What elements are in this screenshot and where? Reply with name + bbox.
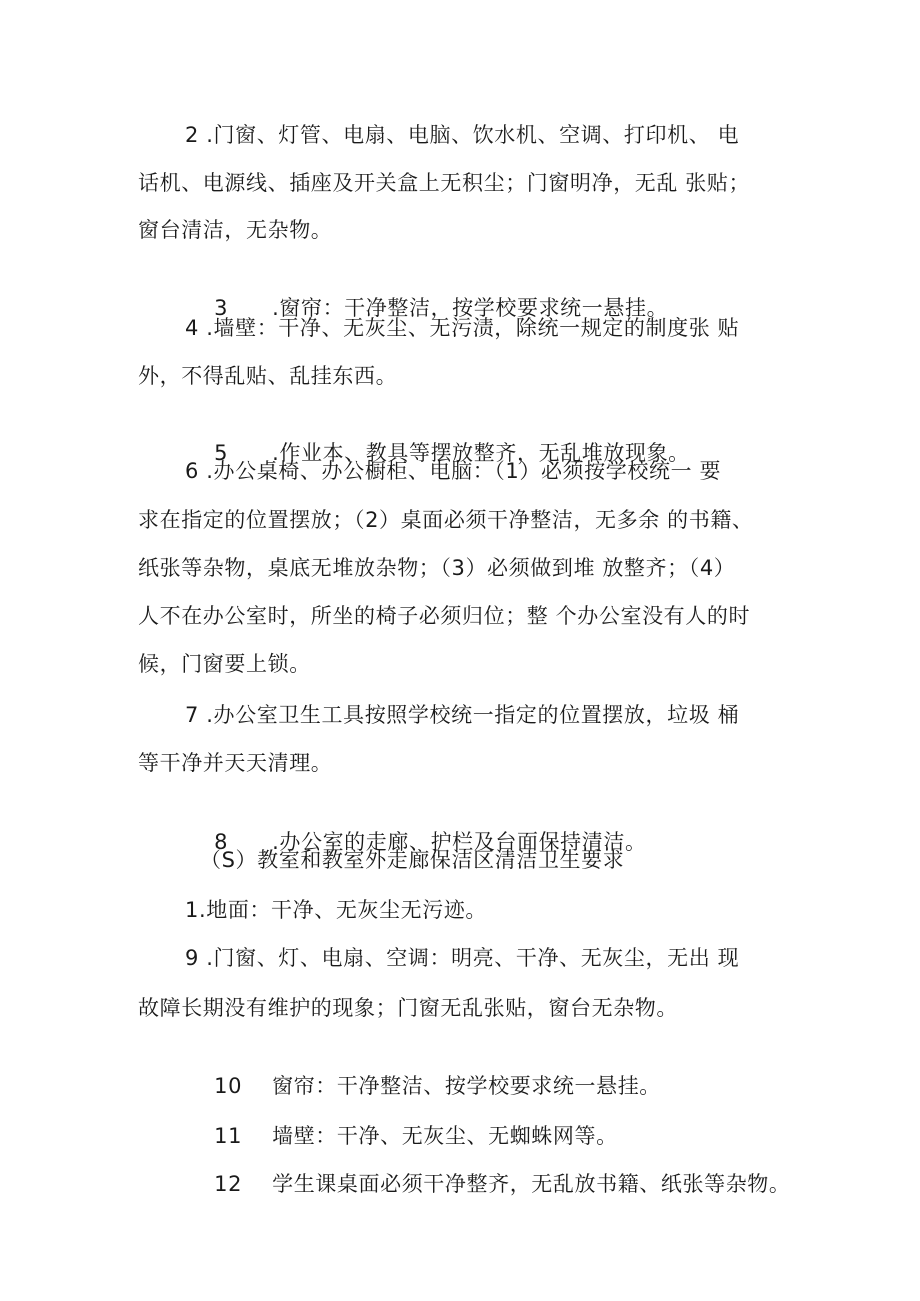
numbered-item [185, 263, 865, 320]
numbered-item [185, 1091, 865, 1148]
item-number: 5 [214, 441, 229, 465]
numbered-item [185, 797, 865, 854]
item-text: .窗帘：干净整洁，按学校要求统一悬挂。 [272, 296, 669, 320]
item-text: 窗帘：干净整洁、按学校要求统一悬挂。 [272, 1074, 661, 1098]
text-line: 2 .门窗、灯管、电扇、电脑、饮水机、空调、打印机、 电 [185, 123, 740, 147]
numbered-item [185, 1139, 865, 1196]
item-number: 12 [214, 1172, 243, 1196]
item-text: 墙壁：干净、无灰尘、无蜘蛛网等。 [272, 1124, 618, 1148]
item-number: 3 [214, 296, 229, 320]
text-line: 故障长期没有维护的现象；门窗无乱张贴，窗台无杂物。 [138, 996, 678, 1020]
text-line: 4 .墙壁：干净、无灰尘、无污渍，除统一规定的制度张 贴 [185, 316, 740, 340]
item-number: 8 [214, 830, 229, 854]
text-line: 等干净并天天清理。 [138, 751, 333, 775]
text-line: 6 .办公桌椅、办公橱柜、电脑：（1）必须按学校统一 要 [185, 459, 722, 483]
item-text: 学生课桌面必须干净整齐，无乱放书籍、纸张等杂物。 [272, 1172, 791, 1196]
section-heading: （S）教室和教室外走廊保洁区清洁卫生要求 [200, 848, 625, 872]
numbered-item [185, 1041, 865, 1098]
text-line: 求在指定的位置摆放；（2）桌面必须干净整洁，无多余 的书籍、 [138, 508, 754, 532]
text-line: 候，门窗要上锁。 [138, 652, 311, 676]
text-line: 纸张等杂物，桌底无堆放杂物；（3）必须做到堆 放整齐；（4） [138, 556, 736, 580]
item-text: .作业本、教具等摆放整齐，无乱堆放现象。 [272, 441, 690, 465]
text-line: 人不在办公室时，所坐的椅子必须归位；整 个办公室没有人的时 [138, 604, 751, 628]
text-line: 话机、电源线、插座及开关盒上无积尘；门窗明净，无乱 张贴； [138, 171, 751, 195]
numbered-item [185, 408, 865, 465]
text-line: 7 .办公室卫生工具按照学校统一指定的位置摆放，垃圾 桶 [185, 703, 740, 727]
item-number: 10 [214, 1074, 243, 1098]
text-line: 1.地面：干净、无灰尘无污迹。 [185, 898, 488, 922]
text-line: 窗台清洁，无杂物。 [138, 218, 333, 242]
text-line: 9 .门窗、灯、电扇、空调：明亮、干净、无灰尘，无出 现 [185, 946, 740, 970]
item-text: .办公室的走廊、护栏及台面保持清洁。 [272, 830, 647, 854]
text-line: 外，不得乱贴、乱挂东西。 [138, 364, 398, 388]
item-number: 11 [214, 1124, 243, 1148]
